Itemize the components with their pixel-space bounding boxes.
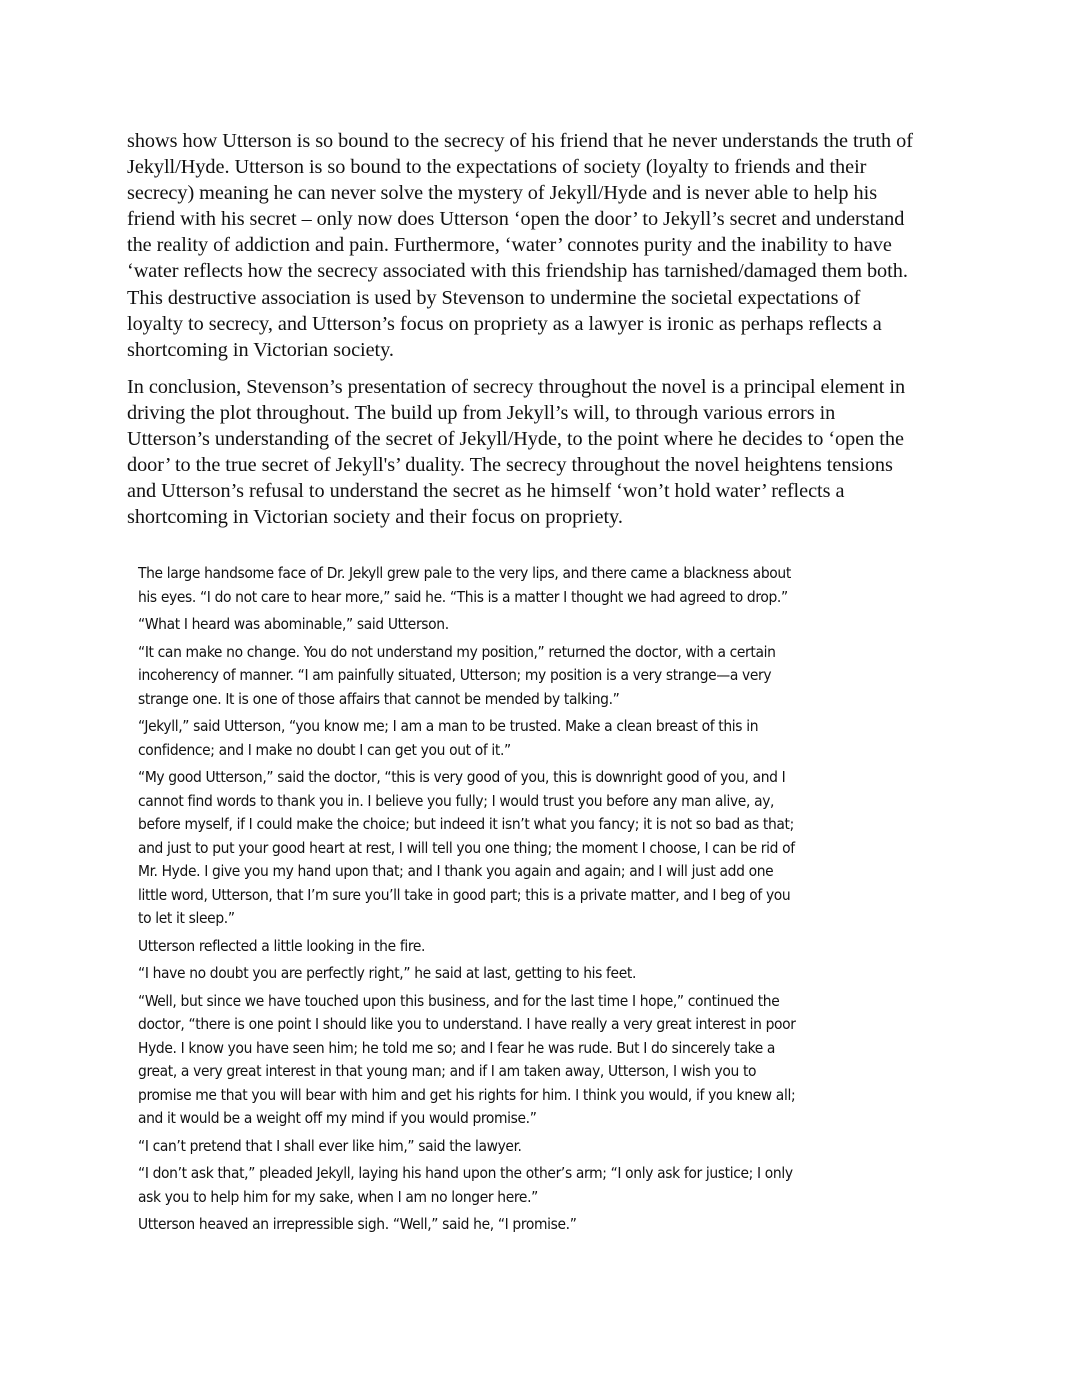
text-line: This destructive association is used by Stevenson to undermine the societal expectations of bbox=[127, 286, 861, 309]
text-line: ‘water reflects how the secrecy associated with this friendship has tarnished/damaged them both. bbox=[127, 260, 908, 283]
text-line: shortcoming in Victorian society and their focus on propriety. bbox=[127, 506, 623, 529]
text-line: strange one. It is one of those affairs that cannot be mended by talking.” bbox=[138, 689, 620, 708]
text-line: the reality of addiction and pain. Furthermore, ‘water’ connotes purity and the inability to have bbox=[127, 234, 892, 257]
excerpt-paragraph bbox=[138, 1135, 938, 1159]
excerpt-paragraph bbox=[138, 613, 938, 637]
excerpt-paragraph bbox=[138, 766, 938, 931]
essay-paragraph-analysis bbox=[127, 128, 967, 363]
excerpt-paragraph bbox=[138, 990, 938, 1131]
excerpt-paragraph bbox=[138, 935, 938, 959]
excerpt-paragraph bbox=[138, 562, 938, 609]
text-line: “It can make no change. You do not understand my position,” returned the doctor, with a certain bbox=[138, 642, 776, 661]
text-line: great, a very great interest in that young man; and if I am taken away, Utterson, I wish you to bbox=[138, 1062, 757, 1080]
novel-excerpt bbox=[138, 562, 938, 1237]
text-line: Utterson’s understanding of the secret of Jekyll/Hyde, to the point where he decides to ‘open the bbox=[127, 428, 904, 451]
text-line: Jekyll/Hyde. Utterson is so bound to the expectations of society (loyalty to friends and their bbox=[127, 156, 867, 179]
essay-paragraph-conclusion bbox=[127, 374, 967, 531]
text-line: “I don’t ask that,” pleaded Jekyll, laying his hand upon the other’s arm; “I only ask for justice; I only bbox=[138, 1164, 793, 1182]
text-line: his eyes. “I do not care to hear more,” said he. “This is a matter I thought we had agreed to drop.” bbox=[138, 587, 788, 606]
text-line: shortcoming in Victorian society. bbox=[127, 338, 394, 361]
excerpt-paragraph bbox=[138, 1162, 938, 1209]
text-line: ask you to help him for my sake, when I am no longer here.” bbox=[138, 1187, 538, 1206]
essay-section bbox=[127, 128, 967, 530]
text-line: Mr. Hyde. I give you my hand upon that; and I thank you again and again; and I will just add one bbox=[138, 862, 774, 880]
text-line: “Well, but since we have touched upon this business, and for the last time I hope,” continued the bbox=[138, 991, 780, 1010]
text-line: promise me that you will bear with him and get his rights for him. I think you would, if you knew all; bbox=[138, 1085, 796, 1104]
text-line: secrecy) meaning he can never solve the mystery of Jekyll/Hyde and is never able to help his bbox=[127, 182, 878, 205]
text-line: before myself, if I could make the choice; but indeed it isn’t what you fancy; it is not so bad as that; bbox=[138, 815, 794, 833]
text-line: and Utterson’s refusal to understand the secret as he himself ‘won’t hold water’ reflects a bbox=[127, 480, 845, 503]
text-line: cannot find words to thank you in. I believe you fully; I would trust you before any man alive, ay, bbox=[138, 791, 775, 810]
text-line: “Jekyll,” said Utterson, “you know me; I am a man to be trusted. Make a clean breast of this in bbox=[138, 717, 759, 735]
text-line: The large handsome face of Dr. Jekyll grew pale to the very lips, and there came a blackness about bbox=[138, 564, 791, 582]
text-line: “My good Utterson,” said the doctor, “this is very good of you, this is downright good of you, and I bbox=[138, 768, 786, 786]
text-line: Utterson reflected a little looking in the fire. bbox=[138, 936, 426, 955]
excerpt-paragraph bbox=[138, 1213, 938, 1237]
text-line: confidence; and I make no doubt I can get you out of it.” bbox=[138, 740, 511, 759]
text-line: to let it sleep.” bbox=[138, 909, 235, 927]
excerpt-paragraph bbox=[138, 641, 938, 712]
excerpt-paragraph bbox=[138, 962, 938, 986]
text-line: In conclusion, Stevenson’s presentation of secrecy throughout the novel is a principal element in bbox=[127, 375, 906, 398]
text-line: “I have no doubt you are perfectly right,” he said at last, getting to his feet. bbox=[138, 964, 637, 982]
text-line: Utterson heaved an irrepressible sigh. “Well,” said he, “I promise.” bbox=[138, 1215, 577, 1233]
text-line: Hyde. I know you have seen him; he told me so; and I fear he was rude. But I do sincerely take a bbox=[138, 1038, 776, 1057]
text-line: incoherency of manner. “I am painfully situated, Utterson; my position is a very strange—a very bbox=[138, 666, 772, 684]
text-line: door’ to the true secret of Jekyll's’ duality. The secrecy throughout the novel heightens tensions bbox=[127, 454, 893, 477]
text-line: and just to put your good heart at rest, I will tell you one thing; the moment I choose, I can be rid of bbox=[138, 838, 795, 857]
text-line: doctor, “there is one point I should like you to understand. I have really a very great interest in poor bbox=[138, 1015, 796, 1033]
text-line: “What I heard was abominable,” said Utterson. bbox=[138, 615, 449, 633]
excerpt-paragraph bbox=[138, 715, 938, 762]
text-line: loyalty to secrecy, and Utterson’s focus on propriety as a lawyer is ironic as perhaps reflects a bbox=[127, 312, 882, 335]
text-line: little word, Utterson, that I’m sure you’ll take in good part; this is a private matter, and I beg of you bbox=[138, 885, 791, 904]
text-line: shows how Utterson is so bound to the secrecy of his friend that he never understands the truth of bbox=[127, 130, 913, 152]
text-line: friend with his secret – only now does Utterson ‘open the door’ to Jekyll’s secret and understand bbox=[127, 208, 905, 231]
text-line: “I can’t pretend that I shall ever like him,” said the lawyer. bbox=[138, 1136, 522, 1155]
text-line: and it would be a weight off my mind if you would promise.” bbox=[138, 1109, 537, 1127]
text-line: driving the plot throughout. The build up from Jekyll’s will, to through various errors in bbox=[127, 401, 836, 424]
